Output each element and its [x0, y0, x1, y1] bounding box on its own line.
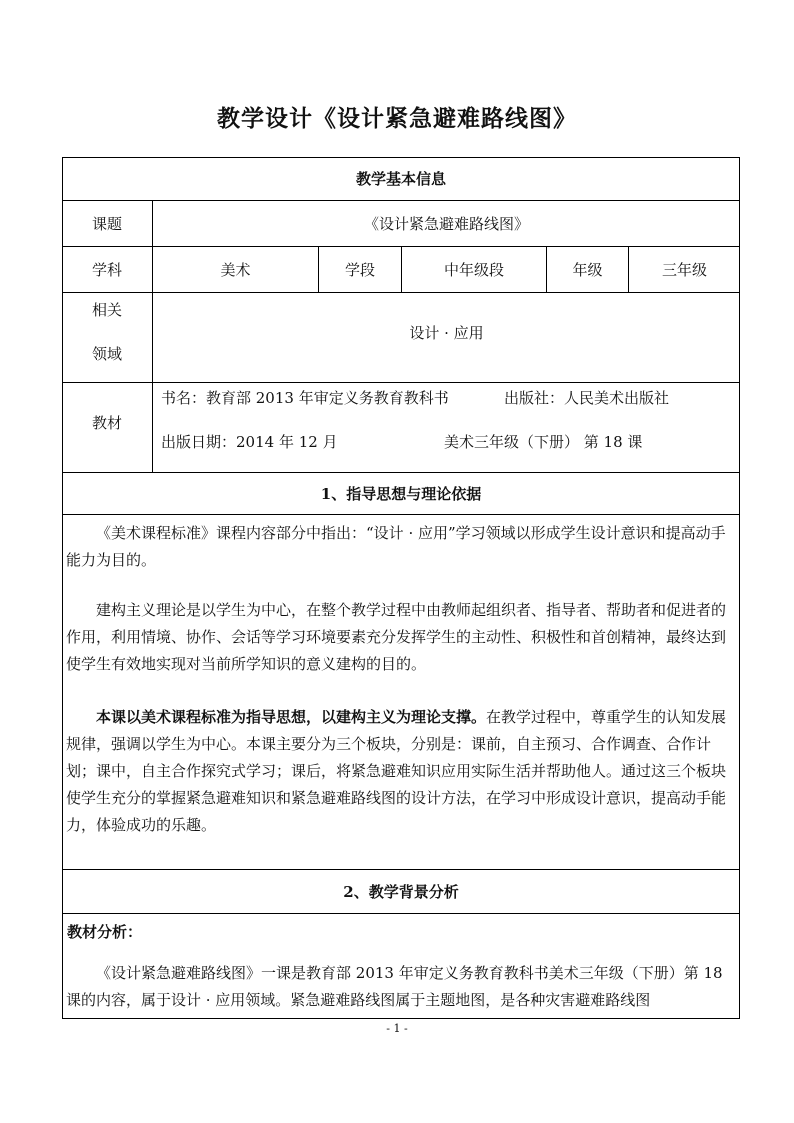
section2-paragraph-1: 《设计紧急避难路线图》一课是教育部 2013 年审定义务教育教科书美术三年级（下册）第 18 课的内容，属于设计 · 应用领域。紧急避难路线图属于主题地图，是各种灾害避难路线图 — [66, 964, 723, 1009]
section1-heading: 1、指导思想与理论依据 — [320, 484, 482, 503]
page-number: - 1 - — [386, 1022, 408, 1035]
section1-paragraph-2: 建构主义理论是以学生为中心，在整个教学过程中由教师起组织者、指导者、帮助者和促进者的作用，利用情境、协作、会话等学习环境要素充分发挥学生的主动性、积极性和首创精神，最终达到使学生有效地实现对当前所学知识的意义建构的目的。 — [66, 601, 727, 673]
grade-value: 三年级 — [661, 260, 707, 279]
textbook-label: 教材 — [91, 413, 122, 432]
grade-label: 年级 — [572, 260, 603, 279]
basic-info-header: 教学基本信息 — [355, 170, 446, 188]
domain-label-line1: 相关 — [92, 301, 123, 319]
subject-label: 学科 — [91, 260, 122, 279]
section1-paragraph-3 — [66, 704, 736, 839]
document-title: 教学设计《设计紧急避难路线图》 — [217, 105, 577, 132]
row-divider — [62, 382, 740, 383]
publish-date: 出版日期：2014 年 12 月 — [161, 433, 338, 451]
subject-value: 美术 — [220, 260, 251, 279]
domain-value: 设计 · 应用 — [409, 323, 484, 342]
section2-heading: 2、教学背景分析 — [343, 882, 459, 901]
publisher: 出版社：人民美术出版社 — [504, 389, 670, 407]
stage-label: 学段 — [344, 260, 375, 279]
section1-paragraph-1: 《美术课程标准》课程内容部分中指出：“设计 · 应用”学习领域以形成学生设计意识和提高动手能力为目的。 — [66, 524, 726, 569]
lesson-number: 美术三年级（下册） 第 18 课 — [444, 433, 643, 451]
row-divider — [62, 913, 740, 914]
domain-label-line2: 领域 — [92, 345, 123, 363]
row-divider — [62, 514, 740, 515]
stage-value: 中年级段 — [443, 260, 504, 279]
book-name: 书名：教育部 2013 年审定义务教育教科书 — [161, 389, 449, 407]
section1-paragraph-3-rest: 在教学过程中，尊重学生的认知发展规律，强调以学生为中心。本课主要分为三个板块，分别是：课前，自主预习、合作调查、合作计划；课中，自主合作探究式学习；课后，将紧急避难知识应用实际生活并帮助他人。通过这三个板块使学生充分的掌握紧急避难知识和紧急避难路线图的设计方法，在学习中形成设计意识，提高动手能力，体验成功的乐趣。 — [66, 708, 727, 834]
topic-value: 《设计紧急避难路线图》 — [363, 214, 529, 233]
section2-subheading: 教材分析： — [67, 923, 143, 941]
topic-label: 课题 — [91, 214, 122, 233]
section1-paragraph-3-bold: 本课以美术课程标准为指导思想，以建构主义为理论支撑。 — [96, 708, 487, 726]
